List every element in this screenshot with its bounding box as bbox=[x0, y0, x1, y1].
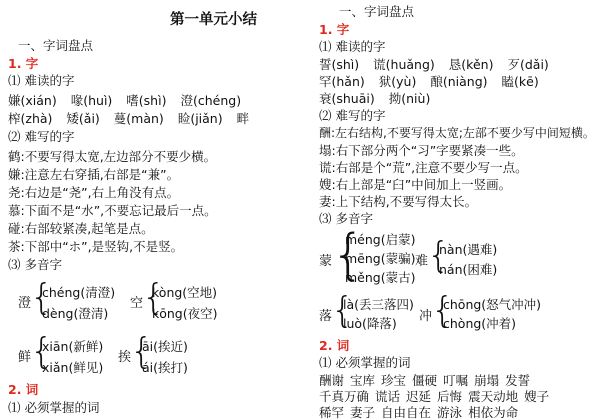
read-item: 矮(ǎi) bbox=[66, 111, 100, 126]
poly-reading: kōng(夜空) bbox=[152, 306, 218, 321]
poly-reading: luò(降落) bbox=[343, 316, 397, 331]
brace: { bbox=[30, 331, 53, 372]
read-item: 誓(shì) bbox=[319, 57, 360, 72]
read-item: 瞌(kē) bbox=[501, 74, 539, 89]
word: 谎话 bbox=[375, 389, 401, 404]
poly-reading: nàn(遇难) bbox=[439, 242, 498, 257]
poly-reading: nán(困难) bbox=[439, 262, 498, 277]
section-heading: 一、字词盘点 bbox=[339, 4, 415, 19]
word: 酬谢 bbox=[319, 373, 345, 388]
read-row-1 bbox=[8, 93, 255, 108]
write-line: 茶:下部中“ホ”,是竖钩,不是竖。 bbox=[8, 239, 184, 254]
must-heading: ⑴ 必须掌握的词 bbox=[8, 400, 100, 415]
read-row-2 bbox=[8, 111, 263, 126]
poly-char: 难 bbox=[415, 254, 429, 269]
word: 稀罕 bbox=[319, 405, 345, 420]
hard-write-heading: ⑵ 难写的字 bbox=[319, 108, 386, 123]
brace: { bbox=[431, 290, 454, 331]
poly-reading: méng(启蒙) bbox=[345, 232, 416, 247]
poly-char: 鲜 bbox=[18, 350, 32, 365]
read-item: 拗(niù) bbox=[388, 91, 431, 106]
poly-reading: xiān(新鲜) bbox=[42, 339, 104, 354]
word-row-2 bbox=[319, 389, 555, 404]
read-item: 酿(niàng) bbox=[430, 74, 488, 89]
read-item: 衰(shuāi) bbox=[319, 91, 375, 106]
word-row-1 bbox=[319, 373, 536, 388]
read-item: 罕(hǎn) bbox=[319, 74, 365, 89]
read-row-2 bbox=[319, 74, 553, 89]
poly-char: 蒙 bbox=[319, 254, 333, 269]
poly-reading: kòng(空地) bbox=[152, 285, 218, 300]
ci-heading: 2. 词 bbox=[319, 338, 350, 353]
read-item: 谎(huǎng) bbox=[373, 57, 435, 72]
poly-reading: dèng(澄清) bbox=[42, 306, 109, 321]
brace: { bbox=[130, 331, 153, 372]
poly-reading: ái(挨打) bbox=[142, 360, 188, 375]
poly-reading: chéng(清澄) bbox=[42, 285, 116, 300]
zi-heading: 1. 字 bbox=[319, 22, 350, 37]
read-item: 蔓(màn) bbox=[113, 111, 164, 126]
right-column bbox=[303, 0, 600, 420]
read-item: 嗜(shì) bbox=[126, 93, 167, 108]
poly-heading: ⑶ 多音字 bbox=[8, 257, 62, 272]
read-item: 恳(kěn) bbox=[448, 57, 494, 72]
word: 妻子 bbox=[350, 405, 376, 420]
read-item: 榨(zhà) bbox=[8, 111, 53, 126]
word: 震天动地 bbox=[468, 389, 519, 404]
read-item: 狱(yù) bbox=[378, 74, 417, 89]
read-item: 喙(huì) bbox=[70, 93, 113, 108]
word: 叮嘱 bbox=[443, 373, 469, 388]
word: 崩塌 bbox=[474, 373, 500, 388]
poly-reading: chōng(怒气冲冲) bbox=[443, 297, 542, 312]
write-line: 塌:右下部分两个“习”字要紧凑一些。 bbox=[319, 143, 524, 158]
write-line: 嫂:右上部是“臼”中间加上一竖画。 bbox=[319, 177, 512, 192]
word: 游泳 bbox=[437, 405, 463, 420]
read-row-1 bbox=[319, 57, 563, 72]
word: 发誓 bbox=[505, 373, 531, 388]
read-item: 歹(dǎi) bbox=[507, 57, 549, 72]
read-item: 畔 bbox=[236, 111, 250, 126]
poly-reading: xiǎn(鲜见) bbox=[42, 360, 104, 375]
zi-heading: 1. 字 bbox=[8, 56, 39, 71]
page-title: 第一单元小结 bbox=[170, 12, 257, 28]
write-line: 谎:右部是个“荒”,注意不要少写一点。 bbox=[319, 160, 528, 175]
brace: { bbox=[30, 277, 53, 318]
word: 嫂子 bbox=[524, 389, 550, 404]
read-item: 澄(chéng) bbox=[180, 93, 242, 108]
poly-char: 冲 bbox=[419, 309, 433, 324]
write-line: 慕:下面不是“水”,不要忘记最后一点。 bbox=[8, 203, 217, 218]
poly-reading: měng(蒙古) bbox=[345, 270, 416, 285]
word: 相依为命 bbox=[468, 405, 519, 420]
hard-write-heading: ⑵ 难写的字 bbox=[8, 129, 75, 144]
poly-reading: là(丢三落四) bbox=[343, 297, 414, 312]
write-line: 嫌:注意左右穿插,右部是“兼”。 bbox=[8, 167, 180, 182]
brace: { bbox=[427, 235, 450, 276]
word: 僵硬 bbox=[412, 373, 438, 388]
word: 宝库 bbox=[350, 373, 376, 388]
poly-reading: mēng(蒙骗) bbox=[345, 251, 416, 266]
word: 千真万确 bbox=[319, 389, 370, 404]
ci-heading: 2. 词 bbox=[8, 382, 39, 397]
write-line: 鹤:不要写得太宽,左边部分不要少横。 bbox=[8, 149, 217, 164]
read-row-3 bbox=[319, 91, 444, 106]
write-line: 酬:左右结构,不要写得太宽;左部不要少写中间短横。 bbox=[319, 126, 595, 140]
poly-reading: āi(挨近) bbox=[142, 339, 188, 354]
hard-read-heading: ⑴ 难读的字 bbox=[319, 39, 386, 54]
read-item: 嫌(xián) bbox=[8, 93, 57, 108]
section-heading: 一、字词盘点 bbox=[18, 38, 94, 53]
brace: { bbox=[142, 277, 165, 318]
brace: { bbox=[331, 223, 366, 286]
write-line: 妻:上下结构,不要写得太长。 bbox=[319, 194, 478, 209]
poly-char: 空 bbox=[130, 296, 144, 311]
brace: { bbox=[331, 290, 354, 331]
word: 珍宝 bbox=[381, 373, 407, 388]
must-heading: ⑴ 必须掌握的词 bbox=[319, 355, 411, 370]
poly-heading: ⑶ 多音字 bbox=[319, 211, 373, 226]
read-item: 睑(jiǎn) bbox=[177, 111, 223, 126]
write-line: 碰:右部较紧凑,起笔是点。 bbox=[8, 221, 154, 236]
left-column bbox=[0, 0, 292, 420]
word: 后悔 bbox=[437, 389, 463, 404]
poly-reading: chòng(冲着) bbox=[443, 316, 517, 331]
poly-char: 澄 bbox=[18, 296, 32, 311]
hard-read-heading: ⑴ 难读的字 bbox=[8, 73, 75, 88]
word: 迟延 bbox=[406, 389, 432, 404]
word: 自由自在 bbox=[381, 405, 432, 420]
write-line: 尧:右边是“尧”,右上角没有点。 bbox=[8, 185, 180, 200]
word-row-3 bbox=[319, 405, 524, 420]
poly-char: 落 bbox=[319, 309, 333, 324]
poly-char: 挨 bbox=[118, 350, 132, 365]
